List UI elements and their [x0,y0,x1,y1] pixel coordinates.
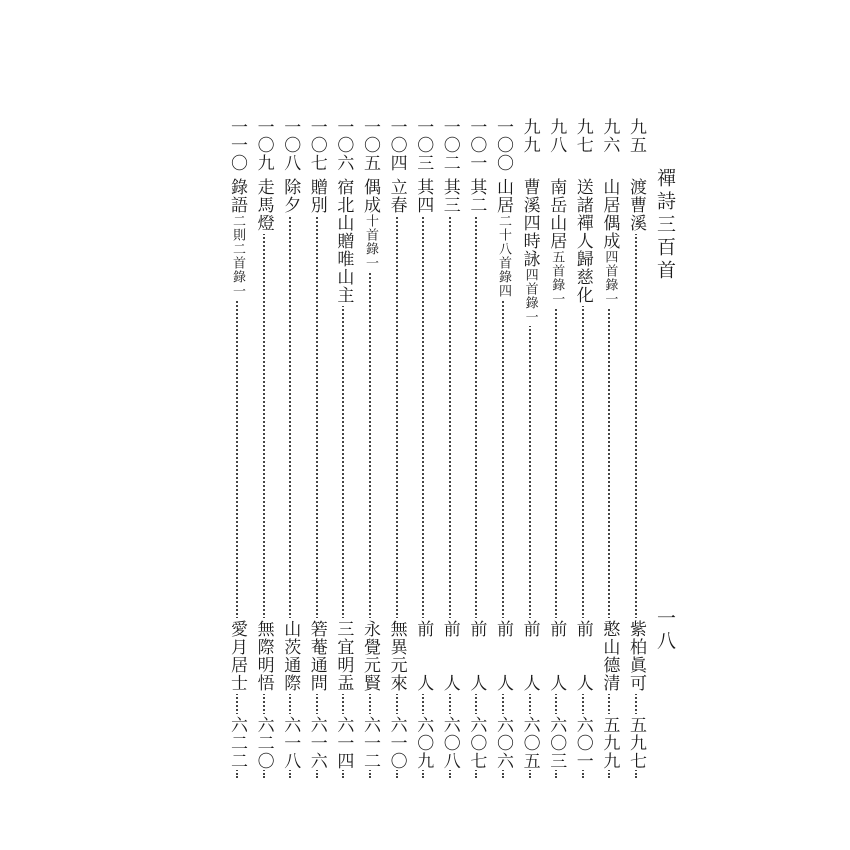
entry-title-main: 渡曹溪 [626,178,646,232]
entry-number: 九六 [599,118,620,154]
entry-number: 一〇〇 [493,118,513,172]
entry-number: 一〇七 [306,118,327,172]
entry-author: 三宜明盂 [329,618,357,694]
toc-entry[interactable] [276,118,304,778]
entry-number: 一〇五 [360,118,380,172]
entry-title-main: 贈別 [306,178,327,214]
entry-number: 一〇二 [439,118,460,172]
entry-title-main: 曹溪四時詠 [519,178,540,268]
entry-author: 前 人 [409,618,437,694]
entry-number: 一一〇 [227,118,247,172]
entry-title [250,178,278,234]
entry-page-number: 五九九 [595,714,623,770]
entry-page-number: 六〇六 [489,714,517,770]
entry-page-number: 六〇七 [462,714,490,770]
entry-number: 一〇六 [333,118,354,172]
entry-page-number: 六〇三 [542,714,570,770]
entry-title-main: 其三 [439,178,460,214]
entry-author: 前 人 [516,618,544,694]
toc-entry[interactable] [436,118,464,778]
entry-title-note: 四首錄一 [602,250,618,306]
entry-page-number: 六二二 [223,714,251,770]
toc-entry[interactable] [303,118,331,778]
entry-title [436,178,464,216]
entry-title [223,178,251,300]
entry-title-main: 除夕 [280,178,301,214]
entry-number: 九七 [572,118,593,154]
book-title: 禪詩三百首 [654,168,676,283]
entry-title-main: 立春 [386,178,407,214]
entry-title-main: 偶成 [360,178,380,214]
entry-title-note: 十首錄一 [363,214,378,270]
toc-entry[interactable] [569,118,597,778]
entry-title-main: 山居 [493,178,513,214]
entry-title-main: 山居偶成 [599,178,620,250]
entry-title-note: 二十八首錄四 [496,214,511,298]
entry-page-number: 六〇五 [516,714,544,770]
toc-entry[interactable] [250,118,278,778]
toc-entry[interactable] [462,118,490,778]
toc-entry[interactable] [542,118,570,778]
toc-entry[interactable] [383,118,411,778]
entry-page-number: 六一八 [276,714,304,770]
entry-number: 九五 [626,118,646,154]
entry-title-main: 送諸禪人歸慈化 [572,178,593,304]
entry-author: 前 人 [436,618,464,694]
entry-author: 無異元來 [383,618,411,694]
entry-number: 一〇八 [280,118,301,172]
entry-title-main: 其四 [413,178,434,214]
entry-page-number: 六二〇 [250,714,278,770]
running-header [650,168,680,808]
entry-title [595,178,623,308]
entry-author: 箬菴通問 [303,618,331,694]
toc-entry[interactable] [223,118,251,778]
entry-author: 紫柏眞可 [622,618,650,694]
entry-title [303,178,331,216]
entry-title [329,178,357,306]
toc-entry[interactable] [595,118,623,778]
entry-title [276,178,304,216]
entry-author: 山茨通際 [276,618,304,694]
entry-author: 無際明悟 [250,618,278,694]
entry-title [542,178,570,308]
entry-title-main: 錄語 [227,178,247,214]
toc-entry[interactable] [489,118,517,778]
toc-entry[interactable] [329,118,357,778]
entry-title [462,178,490,216]
entry-page-number: 六一六 [303,714,331,770]
entry-number: 九九 [519,118,540,154]
entry-author: 前 人 [462,618,490,694]
toc-entry[interactable] [516,118,544,778]
entry-title-note: 二則二首錄一 [230,214,245,298]
entry-title-note: 四首錄一 [522,268,538,324]
entry-author: 前 人 [489,618,517,694]
entry-title [622,178,650,234]
entry-author: 憨山德清 [595,618,623,694]
entry-page-number: 六一四 [329,714,357,770]
entry-title-note: 五首錄一 [549,250,565,306]
entry-title-main: 宿北山贈唯山主 [333,178,354,304]
entry-title-main: 走馬燈 [253,178,274,232]
toc-entry[interactable] [356,118,384,778]
entry-number: 一〇九 [253,118,274,172]
entry-author: 前 人 [542,618,570,694]
entry-title [356,178,384,272]
entry-number: 一〇一 [466,118,487,172]
entry-number: 九八 [546,118,567,154]
entry-number: 一〇四 [386,118,407,172]
entry-page-number: 六一〇 [383,714,411,770]
page-number: 一八 [654,608,676,654]
entry-title [489,178,517,300]
entry-page-number: 五九七 [622,714,650,770]
entry-author: 愛月居士 [223,618,251,694]
entry-title-main: 其二 [466,178,487,214]
entry-number: 一〇三 [413,118,434,172]
toc-entry[interactable] [622,118,650,778]
entry-title [409,178,437,216]
entry-page-number: 六〇一 [569,714,597,770]
entry-title-main: 南岳山居 [546,178,567,250]
entry-author: 永覺元賢 [356,618,384,694]
entry-page-number: 六一二 [356,714,384,770]
entry-page-number: 六〇九 [409,714,437,770]
entry-title [569,178,597,306]
entry-title [383,178,411,216]
entry-title [516,178,544,326]
toc-entry[interactable] [409,118,437,778]
entry-page-number: 六〇八 [436,714,464,770]
entry-author: 前 人 [569,618,597,694]
